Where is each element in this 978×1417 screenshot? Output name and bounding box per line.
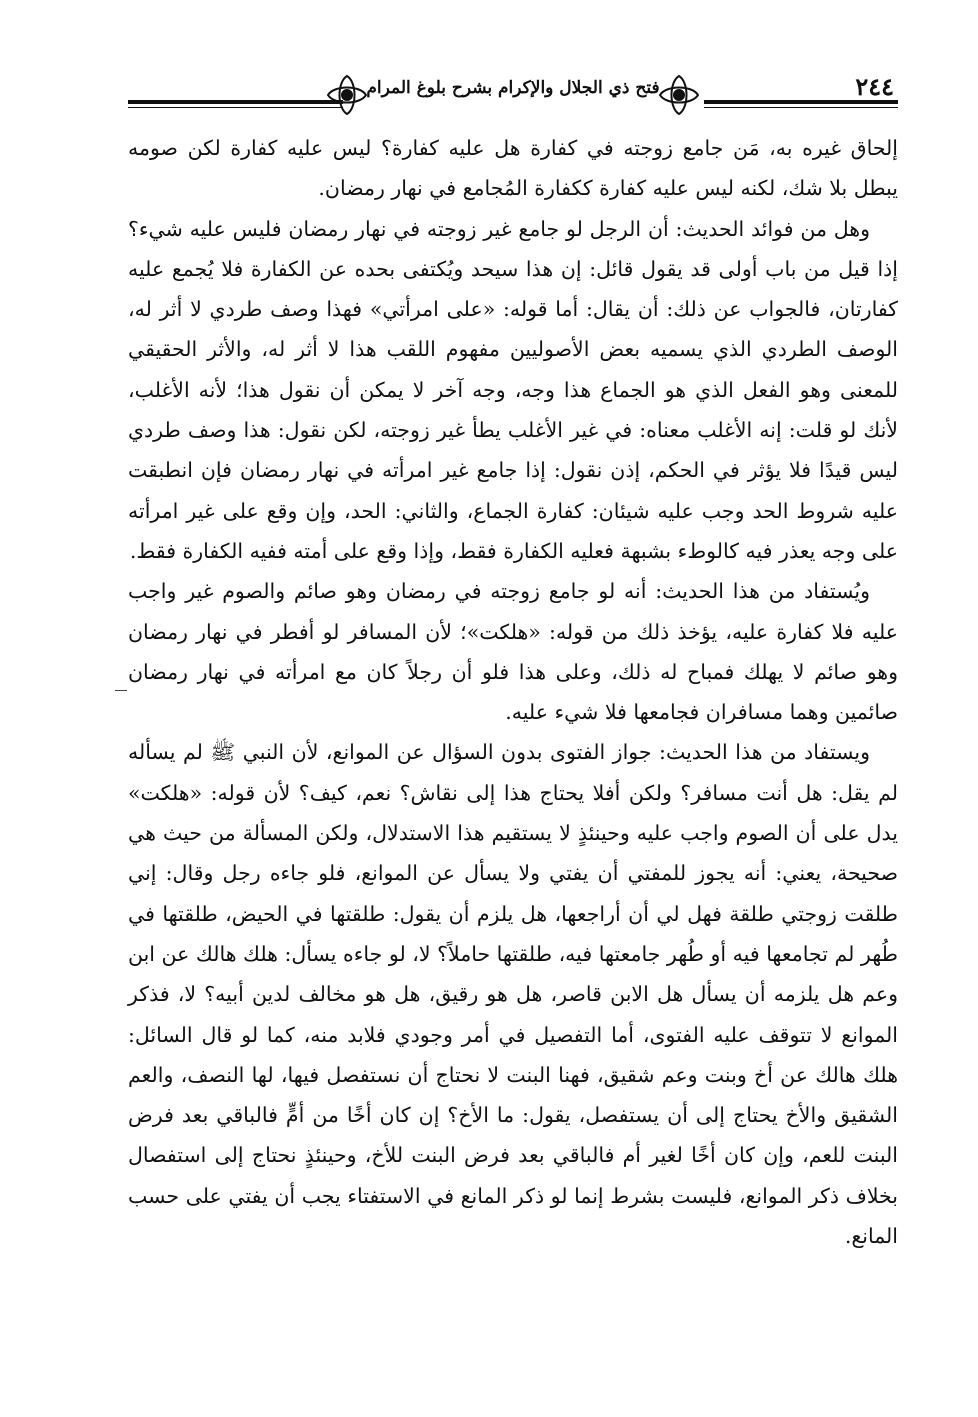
page-number: ٢٤٤ (855, 72, 894, 101)
header-rule-left-thin (128, 107, 343, 108)
paragraph-1: إلحاق غيره به، مَن جامع زوجته في كفارة هل عليه كفارة؟ ليس عليه كفارة لكن صومه يبطل بلا شك، لكنه ليس عليه كفارة ككفارة المُجامع في نهار رمضان. (128, 136, 898, 201)
body-text (128, 128, 898, 1256)
header-rule-left (128, 100, 343, 104)
paragraph-4: ويستفاد من هذا الحديث: جواز الفتوى بدون السؤال عن الموانع، لأن النبي ﷺ لم يسأله لم يقل: هل أنت مسافر؟ ولكن أفلا يحتاج هذا إلى نقاش؟ نعم، كيف؟ لأن قوله: «هلكت» يدل على أن الصوم واجب عليه وحينئذٍ لا يستقيم هذا الاستدلال، ولكن المسألة من حيث هي صحيحة، يعني: أنه يجوز للمفتي أن يفتي ولا يسأل عن الموانع، فلو جاءه رجل وقال: إني طلقت زوجتي طلقة فهل لي أن أراجعها، هل يلزم أن يقول: طلقتها في الحيض، طلقتها في طُهر لم تجامعها فيه أو طُهر جامعتها فيه، طلقتها حاملاً؟ لا، لو جاءه يسأل: هلك هالك عن ابن وعم هل يلزمه أن يسأل هل الابن قاصر، هل هو رقيق، هل هو مخالف لدين أبيه؟ لا، فذكر الموانع لا تتوقف عليه الفتوى، أما التفصيل في أمر وجودي فلابد منه، كما لو قال السائل: هلك هالك عن أخ وبنت وعم شقيق، فهنا البنت لا نحتاج أن نستفصل فيها، لها النصف، والعم الشقيق والأخ يحتاج إلى أن يستفصل، يقول: ما الأخ؟ إن كان أخًا من أمٍّ فالباقي بعد فرض البنت للعم، وإن كان أخًا لغير أم فالباقي بعد فرض البنت للأخ، وحينئذٍ نحتاج إلى استفصال بخلاف ذكر الموانع، فليست بشرط إنما لو ذكر المانع في الاستفتاء يجب أن يفتي على حسب المانع. (128, 740, 898, 1249)
paragraph-3: ويُستفاد من هذا الحديث: أنه لو جامع زوجته في رمضان وهو صائم والصوم غير واجب عليه فلا كفارة عليه، يؤخذ ذلك من قوله: «هلكت»؛ لأن المسافر لو أفطر في نهار رمضان وهو صائم لا يهلك فمباح له ذلك، وعلى هذا فلو أن رجلاً كان مع امرأته في نهار رمضان صائمين وهما مسافران فجامعها فلا شيء عليه. (128, 579, 898, 725)
header-title: فتح ذي الجلال والإكرام بشرح بلوغ المرام (366, 78, 660, 98)
paragraph-2: وهل من فوائد الحديث: أن الرجل لو جامع غير زوجته في نهار رمضان فليس عليه شيء؟ إذا قيل من باب أولى قد يقول قائل: إن هذا سيحد ويُكتفى بحده عن الكفارة فلا يُجمع عليه كفارتان، فالجواب عن ذلك: أن يقال: أما قوله: «على امرأتي» فهذا وصف طردي لا أثر له، الوصف الطردي الذي يسميه بعض الأصوليين مفهوم اللقب هذا لا أثر له، والأثر الحقيقي للمعنى وهو الفعل الذي هو الجماع هذا وجه، وجه آخر لا يمكن أن نقول هذا؛ لأنه الأغلب، لأنك لو قلت: إنه الأغلب معناه: في غير الأغلب يطأ غير زوجته، لكن نقول: هذا وصف طردي ليس قيدًا فلا يؤثر في الحكم، إذن نقول: إذا جامع غير امرأته في نهار رمضان فإن انطبقت عليه شروط الحد وجب عليه شيئان: كفارة الجماع، والثاني: الحد، وإن وقع على غير امرأته على وجه يعذر فيه كالوطء بشبهة فعليه الكفارة فقط، وإذا وقع على أمته ففيه الكفارة فقط. (128, 216, 898, 563)
page-header (128, 62, 898, 120)
ornament-right-icon (656, 72, 702, 118)
header-rule-right-thin (704, 107, 898, 108)
margin-mark (115, 690, 127, 691)
